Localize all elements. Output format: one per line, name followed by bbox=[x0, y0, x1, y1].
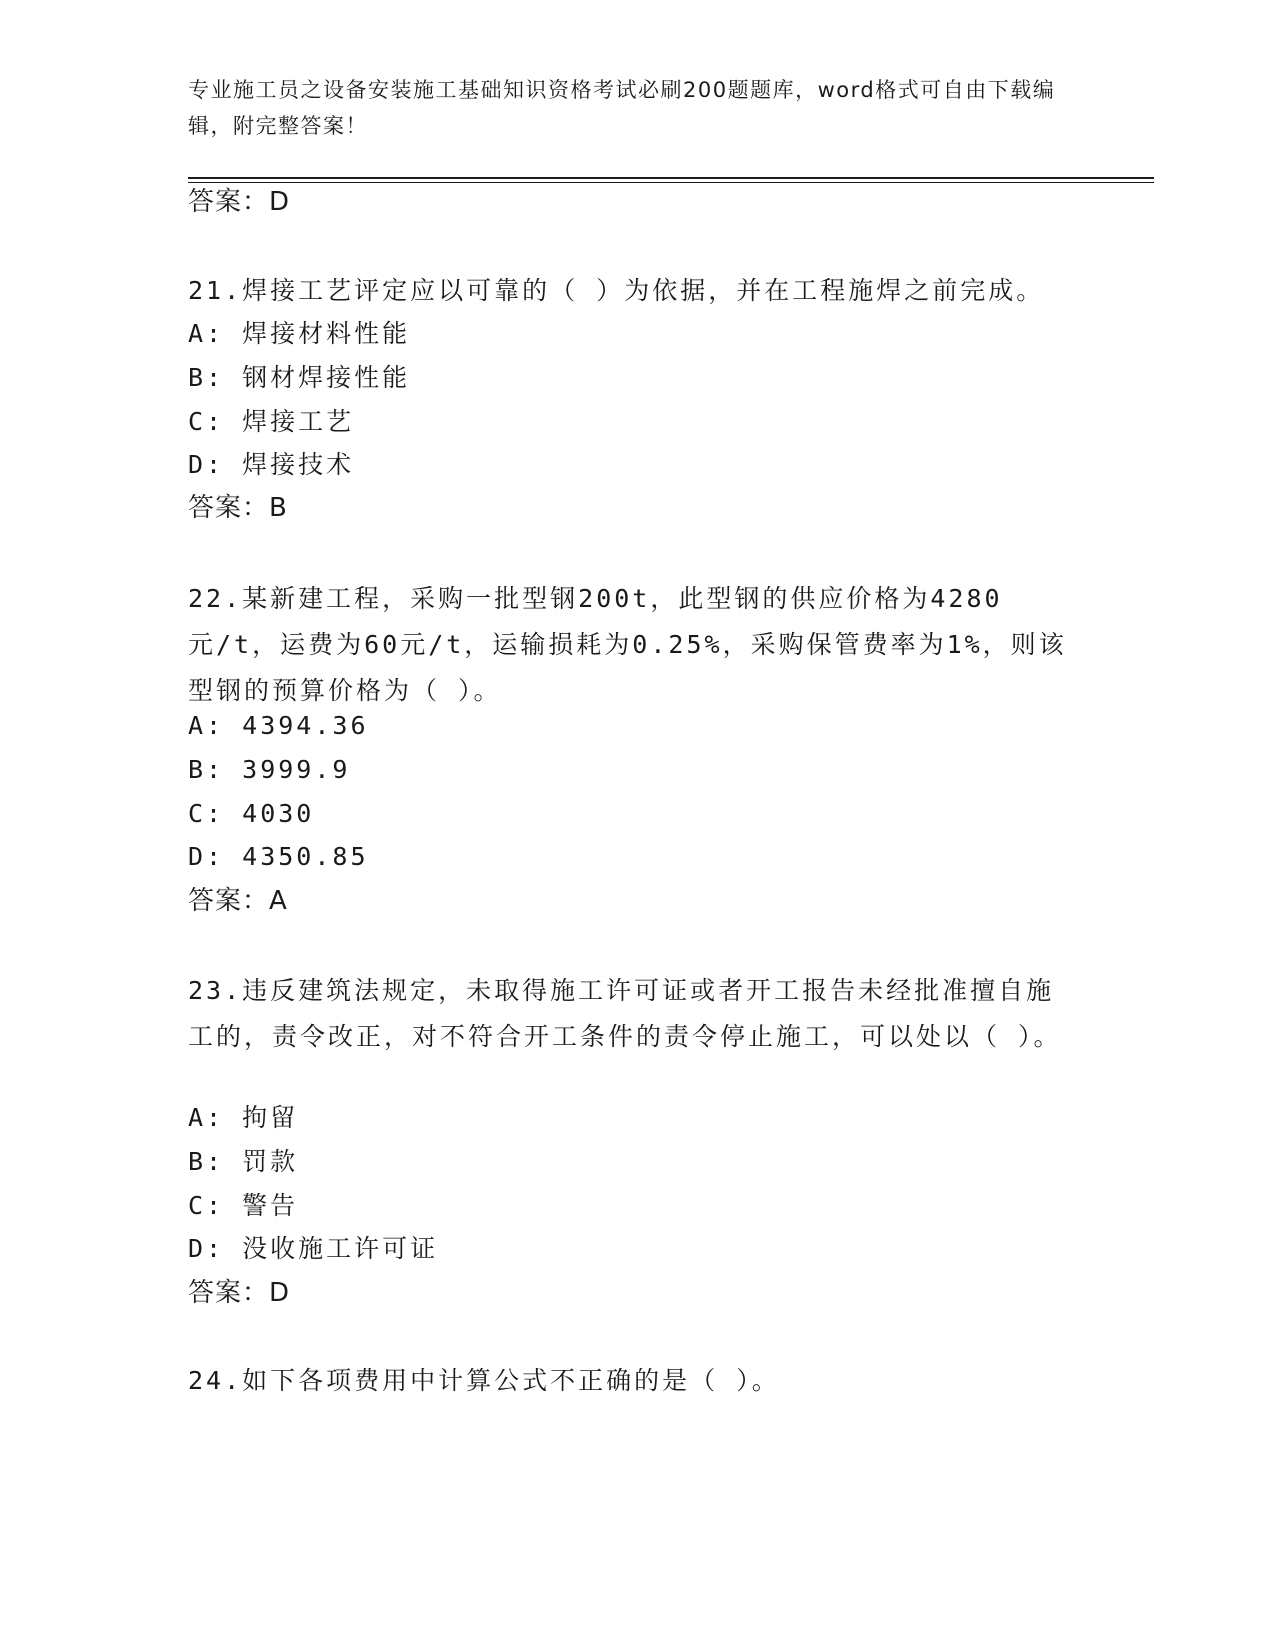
question-23-option-c: C: 警告 bbox=[188, 1191, 299, 1220]
header-divider bbox=[188, 177, 1154, 179]
question-22-answer: 答案：A bbox=[188, 886, 288, 916]
question-22-option-b: B: 3999.9 bbox=[188, 755, 351, 784]
question-23-option-d: D: 没收施工许可证 bbox=[188, 1234, 439, 1263]
question-23-option-a: A: 拘留 bbox=[188, 1103, 299, 1132]
question-21-option-c: C: 焊接工艺 bbox=[188, 407, 355, 436]
question-22-option-c: C: 4030 bbox=[188, 799, 315, 828]
question-24-stem: 24.如下各项费用中计算公式不正确的是（ ）。 bbox=[188, 1366, 780, 1395]
question-21-stem: 21.焊接工艺评定应以可靠的（ ）为依据，并在工程施焊之前完成。 bbox=[188, 276, 1045, 305]
question-21-option-a: A: 焊接材料性能 bbox=[188, 319, 411, 348]
previous-answer: 答案：D bbox=[188, 187, 291, 217]
header-divider-thin bbox=[188, 182, 1154, 183]
question-22-stem: 22.某新建工程，采购一批型钢200t，此型钢的供应价格为4280元/t，运费为60元/t，运输损耗为0.25%，采购保管费率为1%，则该型钢的预算价格为（ ）。 bbox=[188, 584, 1067, 705]
question-23-option-b: B: 罚款 bbox=[188, 1147, 299, 1176]
question-21-option-d: D: 焊接技术 bbox=[188, 450, 355, 479]
question-21-option-b: B: 钢材焊接性能 bbox=[188, 363, 411, 392]
question-21-answer: 答案：B bbox=[188, 493, 288, 523]
question-23-stem: 23.违反建筑法规定，未取得施工许可证或者开工报告未经批准擅自施工的，责令改正，对不符合开工条件的责令停止施工，可以处以（ ）。 bbox=[188, 976, 1062, 1051]
question-23-answer: 答案：D bbox=[188, 1278, 291, 1308]
document-header: 专业施工员之设备安装施工基础知识资格考试必刷200题题库，word格式可自由下载编辑，附完整答案！ bbox=[188, 78, 1056, 138]
question-22-option-a: A: 4394.36 bbox=[188, 711, 369, 740]
question-22-option-d: D: 4350.85 bbox=[188, 842, 369, 871]
